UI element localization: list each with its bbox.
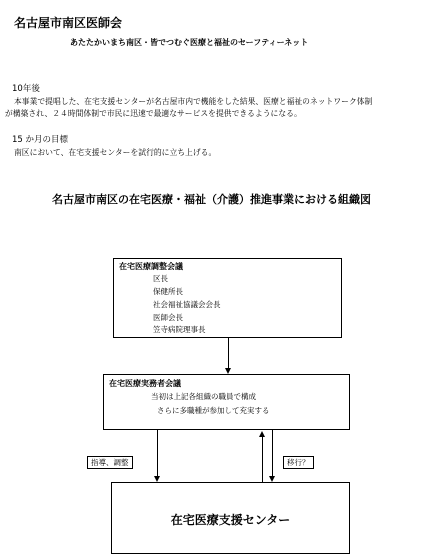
council-member-5: 笠寺病院理事長 [153,325,206,334]
council-member-2: 保健所長 [153,287,183,296]
practitioners-council-title: 在宅医療実務者会議 [109,379,181,388]
ten-year-body-line1: 本事業で提唱した、在宅支援センターが名古屋市内で機能をした結果、医療と福祉のネットワーク体制 [14,97,373,106]
transition-label: 移行？ [283,456,314,469]
council-member-4: 医師会長 [153,313,183,322]
ten-year-heading: 10年後 [12,84,40,94]
tagline: あたたかいまち南区・皆でつむぐ医療と福祉のセーフティーネット [70,38,309,47]
support-center-box [111,482,350,554]
council-member-1: 区長 [153,274,168,283]
connector-line-top [228,338,229,368]
transition-line-down [272,430,273,476]
practitioners-council-box [103,374,350,430]
fifteen-month-body: 南区において、在宅支援センターを試行的に立ち上げる。 [14,148,217,157]
transition-line-up [262,437,263,482]
transition-arrow-up-head [259,431,265,437]
diagram-title: 名古屋市南区の在宅医療・福祉（介護）推進事業における組織図 [52,193,371,206]
coordination-council-title: 在宅医療調整会議 [119,262,183,271]
org-name: 名古屋市南区医師会 [14,16,123,30]
guidance-label: 指導、調整 [87,456,133,469]
practitioners-council-line2: さらに多職種が参加して充実する [157,406,270,415]
guidance-connector-line [157,430,158,476]
practitioners-council-line1: 当初は上記各組織の職員で構成 [151,392,256,401]
coordination-council-box [113,258,342,338]
support-center-title: 在宅医療支援センター [170,513,291,527]
council-member-3: 社会福祉協議会会長 [153,300,221,309]
ten-year-body-line2: が構築され、２４時間体制で市民に迅速で最適なサービスを提供できるようになる。 [5,109,302,118]
fifteen-month-heading: 15 か月の目標 [12,135,69,145]
